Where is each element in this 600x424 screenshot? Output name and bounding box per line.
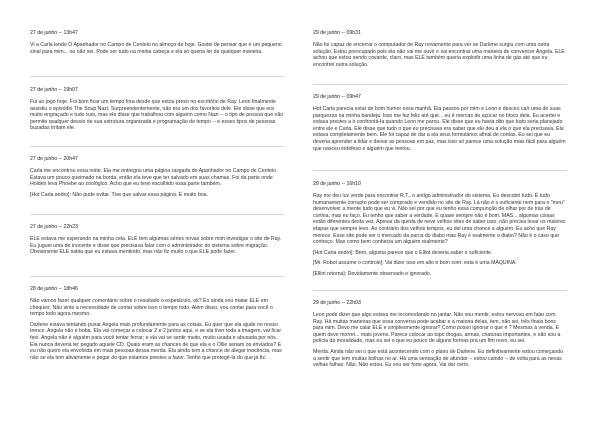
entry-date: 29 de junho -- 09h47 bbox=[313, 94, 361, 100]
entry-paragraph: Carla me encontrou essa noite. Ela me entregou uma página rasgada do Apanhador no Campo de Centeio. Estava um pouco queimado na borda, então ela teve que ter salvado em suas chamas. Foi da parte onde Holden leva Phoebe ao zoológico. Acho que eu terei escolhido essa parte também. bbox=[30, 168, 278, 188]
entry-paragraph: [Elliot retoma]: Devidamente observado e ignorado. bbox=[313, 270, 432, 277]
entry-paragraph: Darlene estava tentando puxar Angela mais profundamente para as coisas. Eu quer que ela ajude no nosso trenco. Angela não é boba. Ela vai começar a colocar 2 e 2 juntos aqui, e se ela tiver toda a imagem, vai ficar feio. Angela não é alguém para você tentar ferrar; e ela vai se sentir muito, muito usada e abusada por nós. Ela nunca deveria ter pegado aquele CD. Quais eram as chances de que ela e o Ollie seriam os enviados? E eu não quero ela envolvida em mais pessoas dessa merda. Ela ainda tem a chance de alegar inocência, mas não se ela tem ativamente e pegar do que estamos prestes a fazer. Tenho que protegê-la do que já fiz. bbox=[30, 321, 282, 361]
journal-entry bbox=[30, 286, 284, 365]
entry-divider bbox=[30, 76, 284, 77]
journal-entry bbox=[30, 224, 284, 260]
entry-date: 29 de junho -- 22h03 bbox=[313, 300, 361, 306]
journal-entry bbox=[313, 94, 567, 156]
entry-date: 27 de junho -- 13h47 bbox=[30, 30, 78, 36]
entry-paragraph: Ray me deu luz verde para encontrar R.T., o antigo administrador do sistema. Eu descobri tudo. É tudo humanamente corrupto pode ser comprado e vendido no site de Ray. Lá não é o suficiente nem para o "meu" desenvolver a mente tudo que eu vi. Não sei por que eu tenho essa compunção de olhar por de trás de cortina, mas eu faço. Eu tenho que saber a verdade. E quase sempre não é bom. MAS... algumas coisas estão diferentes desta vez. Apesar da queda de neve velhos sites de saber isso, não precisa levar os maiores etapas que sempre levo. Ao contrário dos velhos tempos, eu dei uma chance a alguém. Eu acho que Ray merece. Esse site pode ser o mercado da parca do diabo mas Ray é realmente o diabo? Não é o caso que conheço. Mas como bem conhecia um alguém realmente? bbox=[313, 193, 566, 246]
entry-paragraph: Não fui capaz de encerrar o computador de Ray novamente para ver se Darlene surgiu com uma outra solução. Estou preocupado pois ela não vai me ouvir e vai encontrar uma maneira de convencer Angela. ELE achou que estou sendo covarde, claro, mas ELE também queria explodir uma linha de gás até que eu encontrei outra solução. bbox=[313, 42, 565, 68]
entry-paragraph: Leon pode dizer que algo estava me incomodando no jantar. Não vou mentir, estou nervoso em falar com Ray. Há muitas maneiras que essa conversa pode acabar e a maioria delas, tem, não sei, três finais bons para mim. Devo me calar ELE e simplesmente ignorar? Como posso ignorar o que é ? Mesmas à venda. E quem deve morrer... mais jovens. Parece colocar ao topo drogas, armas, criaturas importantes, e não sou a polícia da moralidade, mas eu sei o que eu pouco de alguns formas pra um fim novo, eu sei. bbox=[313, 312, 561, 345]
entry-paragraph: Vi a Carla lendo O Apanhador no Campo de Centeio no almoço de hoje. Gostei de pensar que é um pequeno sinal para mim... ou não sei. Pode ser tudo na minha cabeça e ela só queria ler de qualquer maneira. bbox=[30, 42, 282, 55]
entry-paragraph: [Mr. Robot assume o controle]: Vai dizer isso em alto e bom som: esta é uma MÁQUINA. bbox=[313, 260, 517, 267]
entry-paragraph: Não vamos fazer qualquer comentário sobre o resultado o espetáculo, ok? Eu ainda vou matar ELE em cheques. Não sinto a necessidade de contar sobre isso o tempo todo. Além disso, vou contar para você o tempo todo agora mesmo. bbox=[30, 298, 273, 318]
entry-divider bbox=[313, 84, 567, 85]
entry-divider bbox=[30, 146, 284, 147]
journal-entry bbox=[30, 156, 284, 202]
entry-date: 27 de junho -- 20h47 bbox=[30, 156, 78, 162]
entry-date: 29 de junho -- 16h10 bbox=[313, 181, 361, 187]
entry-divider bbox=[30, 214, 284, 215]
journal-entry bbox=[313, 300, 567, 373]
entry-divider bbox=[313, 170, 567, 171]
journal-entry bbox=[30, 30, 284, 59]
entry-date: 28 de junho -- 18h46 bbox=[30, 286, 78, 292]
entry-paragraph: [Hot Carla andro]: Não pude evitar. Tive que salvar essa página. É muito boa. bbox=[30, 191, 208, 198]
entry-paragraph: ELE estava me esperando na minha cela. ELE tem algumas séries novas sobre mim investigar o site de Ray. Eu juguei uma de inocente e disse que precisava falar com o administrador do sistema sobre migração. Obviamente ELE sabia que eu estava mentindo, mas não fiz muito o que ELE pode fazer. bbox=[30, 236, 282, 256]
entry-paragraph: [Hot Carla andro]: Bem, alguma parece que o Elliot deveria saber o suficiente. bbox=[313, 249, 493, 256]
entry-date: 27 de junho -- 19h07 bbox=[30, 87, 78, 93]
entry-date: 29 de junho -- 09h31 bbox=[313, 30, 361, 36]
entry-paragraph: Merda. Ainda não sei o que está acontecendo com o plano de Darlene. Eu definitivamente estou começando a sentir que tem muitas bolhas no ar. Há uma sensação de afundar -- estou caindo -- de volta para as nevas velhas falhas. Não. Não estou. Eu vou ser forte agora. Vai dar certo. bbox=[313, 348, 564, 369]
journal-entry bbox=[313, 181, 567, 282]
entry-divider bbox=[30, 276, 284, 277]
entry-date: 27 de junho -- 22h23 bbox=[30, 224, 78, 230]
journal-entry bbox=[313, 30, 567, 72]
entry-paragraph: Fui ao jogo hoje. Foi bom ficar um tempo fora desde que estou preso no escritório de Ray. Leon finalmente assistiu o episódio The Soup Nazi. Surpreendentemente, não era um dos favoritos dele. Ele disse que era muito engraçado e tudo isso, mas ele disse que trabalhou com alguém como Nazi -- o tipo de pessoa que não permite qualquer desvio de sua estrutura organizada e programação de tempo -- e esses tipos de pessoas buzadas irritam ele. bbox=[30, 99, 284, 132]
entry-divider bbox=[313, 290, 567, 291]
entry-paragraph: Hot Carla parecia estar de bom humor essa manhã. Ela passou por mim e Leon e desceu caír uma de suas parquezas na minha bandeja. Isso me fez feliz até que... eu é mercas de açúcar no bloco dela. Eu acertei e estava prestes a ir confrontá-la quando Leon me parou. Ele disse que eu havia dito que tudo seria planejado entre ele e Carla. Ele disse que tudo o que eu precisava era saber que ele deu a ela o que ela precisava. Ela estava completamente bem. Ele foi capaz de dar a ela seus formulários afinal de contas. Eu sei que eu deveria aprender a lidar e deixar as pessoas em paz, mas isso só parece uma solução mais fácil para alguém que nasceu indefeso e alguém que tentou. bbox=[313, 106, 566, 152]
journal-entry bbox=[30, 87, 284, 136]
